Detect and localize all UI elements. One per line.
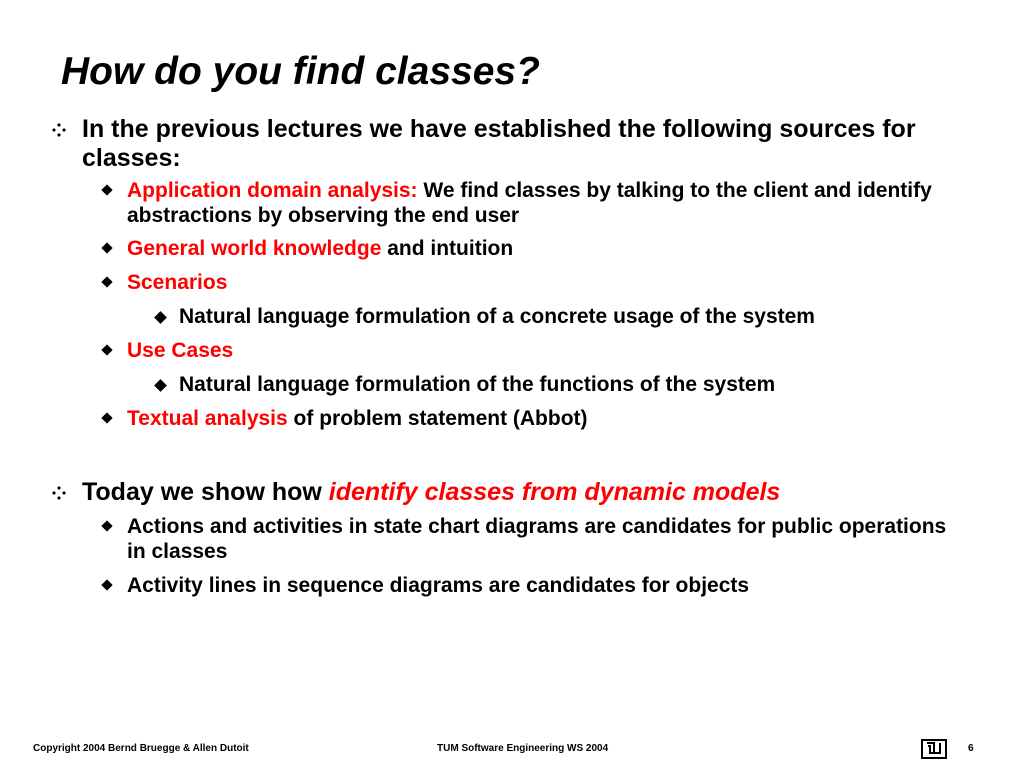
four-diamond-star-icon: [52, 486, 66, 500]
highlight-text: Scenarios: [127, 271, 228, 294]
diamond-icon: [154, 311, 167, 324]
footer-copyright: Copyright 2004 Bernd Bruegge & Allen Dutoit: [33, 743, 249, 754]
bullet-text: We find classes by talking to the client and identify abstractions by observing the end user: [127, 179, 932, 227]
diamond-icon: [101, 412, 112, 423]
diamond-icon: [154, 379, 167, 392]
sub-sub-bullet-scenario-definition: [179, 304, 1009, 329]
diamond-icon: [101, 276, 112, 287]
bullet-text: Actions and activities in state chart diagrams are candidates for public operations in classes: [127, 515, 947, 563]
footer-course: TUM Software Engineering WS 2004: [437, 743, 609, 754]
diamond-icon: [101, 184, 112, 195]
bullet-text: Natural language formulation of the functions of the system: [179, 373, 776, 396]
bullet-text: In the previous lectures we have established the following sources for classes:: [82, 115, 916, 172]
sub-sub-bullet-use-case-definition: [179, 372, 1009, 397]
sub-bullet-sequence-diagram-lines: [127, 573, 947, 598]
tum-logo-icon: [923, 741, 945, 757]
diamond-icon: [101, 579, 112, 590]
sub-bullet-scenarios: [127, 270, 947, 295]
diamond-icon: [101, 242, 112, 253]
sub-bullet-application-domain-analysis: [127, 178, 947, 228]
bullet-sources-for-classes: [82, 115, 942, 173]
highlight-text: Application domain analysis:: [127, 179, 418, 202]
four-diamond-star-icon: [52, 123, 66, 137]
page-number: 6: [968, 743, 974, 754]
sub-bullet-state-chart-actions: [127, 514, 947, 564]
highlight-text: Textual analysis: [127, 407, 288, 430]
bullet-text: Today we show how: [82, 478, 329, 506]
sub-bullet-general-world-knowledge: [127, 236, 947, 261]
diamond-icon: [101, 344, 112, 355]
highlight-text: identify classes from dynamic models: [328, 478, 781, 506]
diamond-icon: [101, 520, 112, 531]
highlight-text: General world knowledge: [127, 237, 382, 260]
bullet-text: Activity lines in sequence diagrams are candidates for objects: [127, 574, 750, 597]
tum-logo: [921, 739, 947, 759]
bullet-text: of problem statement (Abbot): [287, 407, 588, 430]
bullet-text: and intuition: [381, 237, 514, 260]
slide-title: How do you find classes?: [61, 50, 540, 93]
bullet-dynamic-models: [82, 478, 942, 507]
sub-bullet-use-cases: [127, 338, 947, 363]
highlight-text: Use Cases: [127, 339, 234, 362]
sub-bullet-textual-analysis: [127, 406, 947, 431]
bullet-text: Natural language formulation of a concrete usage of the system: [179, 305, 815, 328]
